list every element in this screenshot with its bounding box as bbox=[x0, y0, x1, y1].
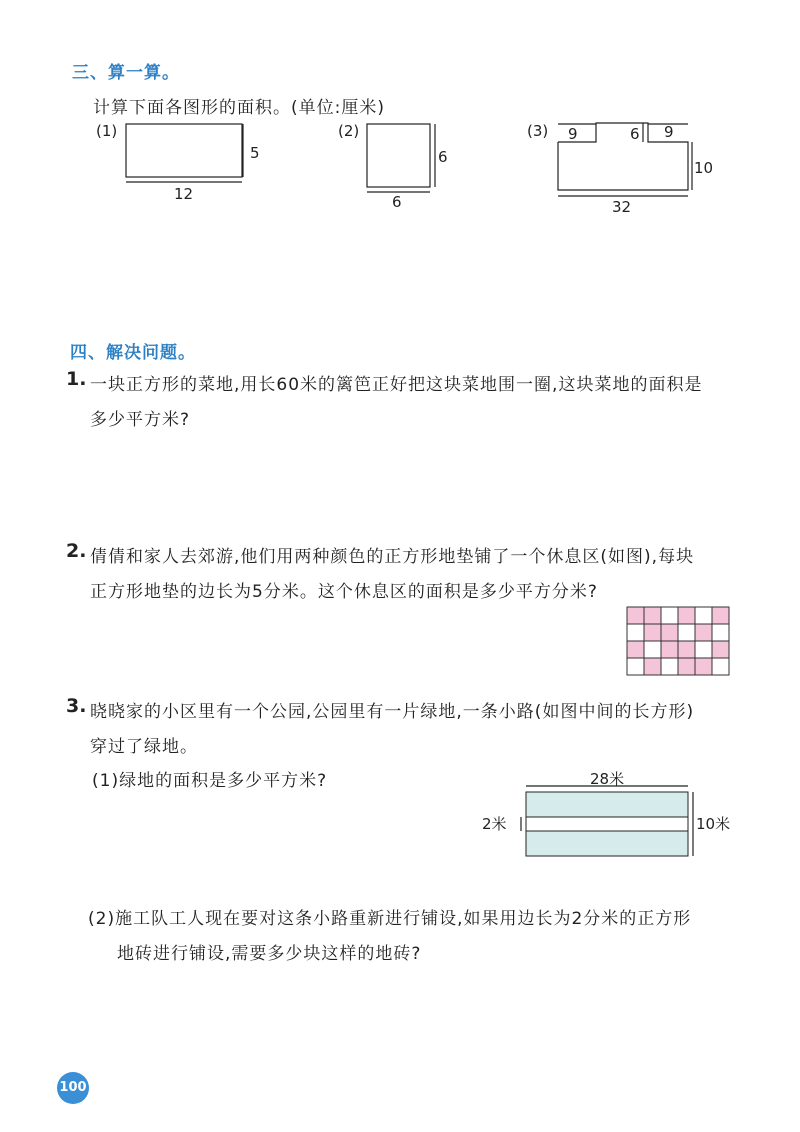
mat-tile bbox=[712, 607, 729, 624]
figure-3 bbox=[527, 122, 713, 216]
q3-text-line1: 晓晓家的小区里有一个公园,公园里有一片绿地,一条小路(如图中间的长方形) bbox=[90, 702, 695, 722]
figure-1-label: (1) bbox=[96, 122, 118, 140]
q3-text-line2: 穿过了绿地。 bbox=[90, 737, 198, 757]
q3-sub2-line2: 地砖进行铺设,需要多少块这样的地砖? bbox=[117, 944, 422, 964]
q2-text-line1: 倩倩和家人去郊游,他们用两种颜色的正方形地垫铺了一个休息区(如图),每块 bbox=[90, 547, 695, 567]
figure-2-width: 6 bbox=[392, 193, 402, 211]
mat-tile bbox=[661, 641, 678, 658]
q3-number: 3. bbox=[66, 695, 87, 717]
mat-tile bbox=[661, 624, 678, 641]
figure-1-height: 5 bbox=[250, 144, 260, 162]
mat-tile bbox=[678, 641, 695, 658]
q3-sub1: (1)绿地的面积是多少平方米? bbox=[92, 771, 328, 791]
park-diagram-svg bbox=[480, 770, 740, 865]
section-4-heading: 四、解决问题。 bbox=[70, 343, 196, 363]
figure-3-left: 9 bbox=[568, 125, 578, 143]
section-3-heading: 三、算一算。 bbox=[72, 63, 180, 83]
mat-tile bbox=[644, 624, 661, 641]
mat-tile bbox=[695, 658, 712, 675]
height-label: 10米 bbox=[696, 815, 731, 833]
mat-tile bbox=[712, 658, 729, 675]
park-diagram bbox=[480, 770, 740, 869]
page-number-badge: 100 bbox=[57, 1072, 89, 1104]
q2-text-line2: 正方形地垫的边长为5分米。这个休息区的面积是多少平方分米? bbox=[90, 582, 598, 602]
mat-tile bbox=[695, 607, 712, 624]
q3-sub2-line1: (2)施工队工人现在要对这条小路重新进行铺设,如果用边长为2分米的正方形 bbox=[88, 909, 692, 929]
figure-3-right: 9 bbox=[664, 123, 674, 141]
mat-tile bbox=[644, 641, 661, 658]
mat-tile bbox=[661, 607, 678, 624]
figure-3-label: (3) bbox=[527, 122, 549, 140]
figure-3-width: 32 bbox=[612, 198, 632, 216]
mat-tile bbox=[627, 641, 644, 658]
figure-1-width: 12 bbox=[174, 185, 194, 203]
figures-svg bbox=[0, 110, 800, 220]
figures-row bbox=[0, 110, 800, 220]
mat-tile bbox=[712, 641, 729, 658]
mat-tile bbox=[644, 607, 661, 624]
mat-grid-svg bbox=[626, 606, 730, 678]
mat-grid bbox=[626, 606, 730, 682]
figure-2 bbox=[338, 122, 448, 211]
path-strip bbox=[526, 817, 688, 831]
mat-tile bbox=[627, 607, 644, 624]
figure-1-rectangle bbox=[126, 124, 242, 177]
mat-tile bbox=[678, 658, 695, 675]
mat-tile bbox=[712, 624, 729, 641]
figure-3-height: 10 bbox=[694, 159, 714, 177]
figure-2-label: (2) bbox=[338, 122, 360, 140]
q2-number: 2. bbox=[66, 540, 87, 562]
mat-tile bbox=[644, 658, 661, 675]
figure-3-notch: 6 bbox=[630, 125, 640, 143]
path-label: 2米 bbox=[482, 815, 507, 833]
mat-tile bbox=[678, 607, 695, 624]
mat-tile bbox=[627, 658, 644, 675]
figure-1 bbox=[96, 122, 260, 203]
q1-text-line2: 多少平方米? bbox=[90, 410, 191, 430]
mat-tile bbox=[695, 641, 712, 658]
figure-2-square bbox=[367, 124, 430, 187]
q1-number: 1. bbox=[66, 368, 87, 390]
mat-tile bbox=[678, 624, 695, 641]
mat-tile bbox=[661, 658, 678, 675]
top-label: 28米 bbox=[590, 770, 625, 788]
section-3-instruction: 计算下面各图形的面积。(单位:厘米) bbox=[93, 98, 385, 118]
q1-text-line1: 一块正方形的菜地,用长60米的篱笆正好把这块菜地围一圈,这块菜地的面积是 bbox=[90, 375, 703, 395]
figure-2-height: 6 bbox=[438, 148, 448, 166]
mat-tile bbox=[627, 624, 644, 641]
mat-tile bbox=[695, 624, 712, 641]
